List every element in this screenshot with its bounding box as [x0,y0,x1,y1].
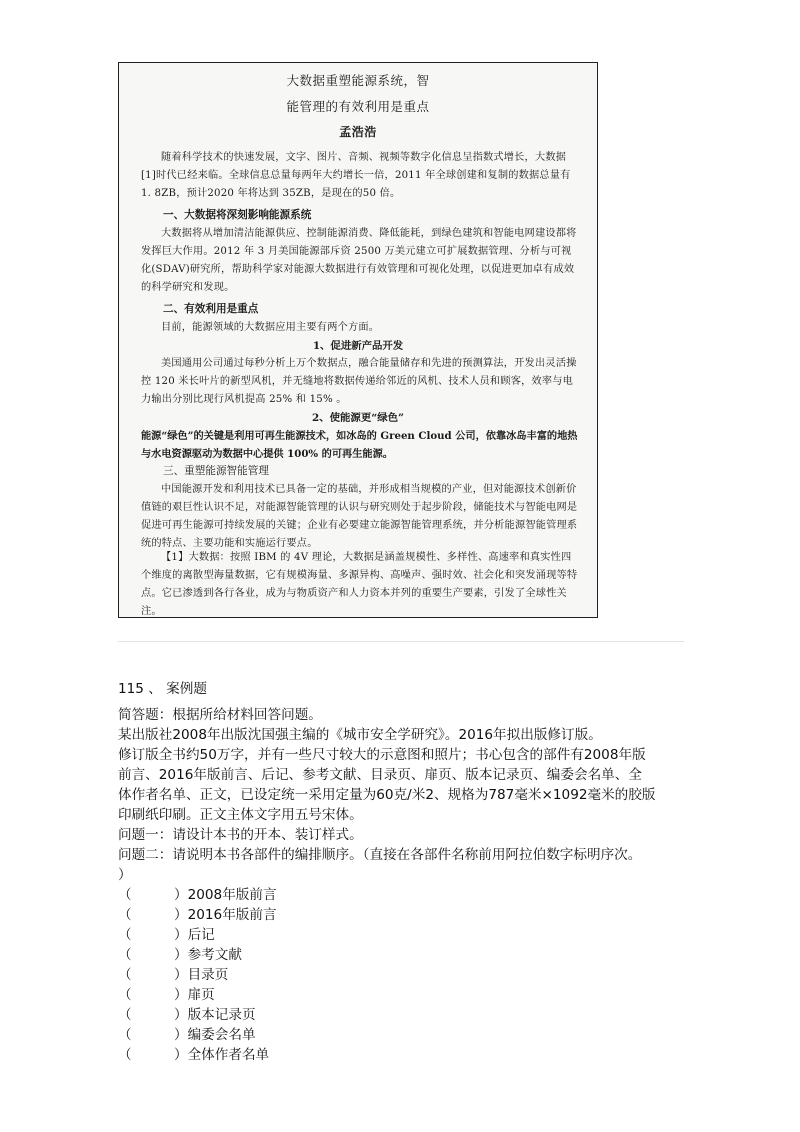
section3-heading: 三、重塑能源智能管理 [163,465,269,477]
question-line: 体作者名单、正文，已设定统一采用定量为60克/米2、规格为787毫米×1092毫米的胶版 [118,787,656,803]
article-intro: 随着科学技术的快速发展，文字、图片、音频、视频等数字化信息呈指数式增长，大数据[1]时代已经来临。全球信息总量每两年大约增长一倍，2011 年全球创建和复制的数据总量有 1. 8ZB，预计2020 年将达到 35ZB，是现在的50 倍。 [141,152,571,199]
answer-option[interactable]: （ ）目录页 [118,967,229,983]
question-number: 115 、 案例题 [118,681,207,697]
answer-option[interactable]: （ ）版本记录页 [118,1007,256,1023]
article-title-line2: 能管理的有效利用是重点 [286,99,430,114]
scanned-article-image [118,62,598,618]
section1-heading: 一、大数据将深刻影响能源系统 [163,209,312,221]
section1-body: 大数据将从增加清洁能源供应、控制能源消费、降低能耗，到绿色建筑和智能电网建设都将发挥巨大作用。2012 年 3 月美国能源部斥资 2500 万美元建立可扩展数据管理、分析与可视化(SDAV)研究所，帮助科学家对能源大数据进行有效管理和可视化处理，以促进更加卓有成效的科学研究和发现。 [141,228,577,293]
question-line: 问题一：请设计本书的开本、装订样式。 [118,827,363,843]
answer-option[interactable]: （ ）全体作者名单 [118,1047,270,1063]
answer-option[interactable]: （ ）编委会名单 [118,1027,256,1043]
article-author: 孟浩浩 [339,125,377,139]
question-line: 某出版社2008年出版沈国强主编的《城市安全学研究》。2016年拟出版修订版。 [118,727,602,743]
sub2-body: 能源“绿色”的关键是利用可再生能源技术，如冰岛的 Green Cloud 公司，依靠冰岛丰富的地热与水电资源驱动为数据中心提供 100% 的可再生能源。 [141,430,578,460]
section2-body: 目前，能源领域的大数据应用主要有两个方面。 [161,322,380,333]
article-title-line1: 大数据重塑能源系统，智 [286,73,430,88]
answer-option[interactable]: （ ）2016年版前言 [118,907,277,923]
question-line: 问题二：请说明本书各部件的编排顺序。（直接在各部件名称前用阿拉伯数字标明序次。 [118,847,642,863]
section2-heading: 二、有效利用是重点 [163,303,259,315]
article-footnote: 【1】大数据：按照 IBM 的 4V 理论，大数据是涵盖规模性、多样性、高速率和真实性四个维度的离散型海量数据，它有规模海量、多源异构、高噪声、强时效、社会化和突发涌现等特点。它已渗透到各行各业，成为与物质资产和人力资本并列的重要生产要素，引发了全球性关注。 [141,552,578,617]
question-line: 修订版全书约50万字，并有一些尺寸较大的示意图和照片；书心包含的部件有2008年版 [118,747,646,763]
divider [118,641,684,642]
question-line: 简答题：根据所给材料回答问题。 [118,707,322,723]
question-line: 印刷纸印刷。正文主体文字用五号宋体。 [118,807,363,823]
question-line: ） [118,867,132,883]
answer-option[interactable]: （ ）参考文献 [118,947,242,963]
answer-option[interactable]: （ ）2008年版前言 [118,887,277,903]
answer-option[interactable]: （ ）扉页 [118,987,215,1003]
section3-body: 中国能源开发和利用技术已具备一定的基础，并形成相当规模的产业，但对能源技术创新价值链的艰巨性认识不足，对能源智能管理的认识与研究则处于起步阶段，储能技术与智能电网是促进可再生能源可持续发展的关键；企业有必要建立能源智能管理系统，并分析能源智能管理系统的特点、主要功能和实施运行要点。 [141,484,578,549]
sub1-heading: 1、促进新产品开发 [312,340,404,352]
sub1-body: 美国通用公司通过每秒分析上万个数据点，融合能量储存和先进的预测算法，开发出灵活操控 120 米长叶片的新型风机，并无缝地将数据传递给邻近的风机、技术人员和顾客，效率与电力输出分别比现行风机提高 25% 和 15% 。 [141,358,577,405]
question-line: 前言、2016年版前言、后记、参考文献、目录页、扉页、版本记录页、编委会名单、全 [118,767,642,783]
answer-option[interactable]: （ ）后记 [118,927,215,943]
sub2-heading: 2、使能源更“绿色” [312,412,404,424]
